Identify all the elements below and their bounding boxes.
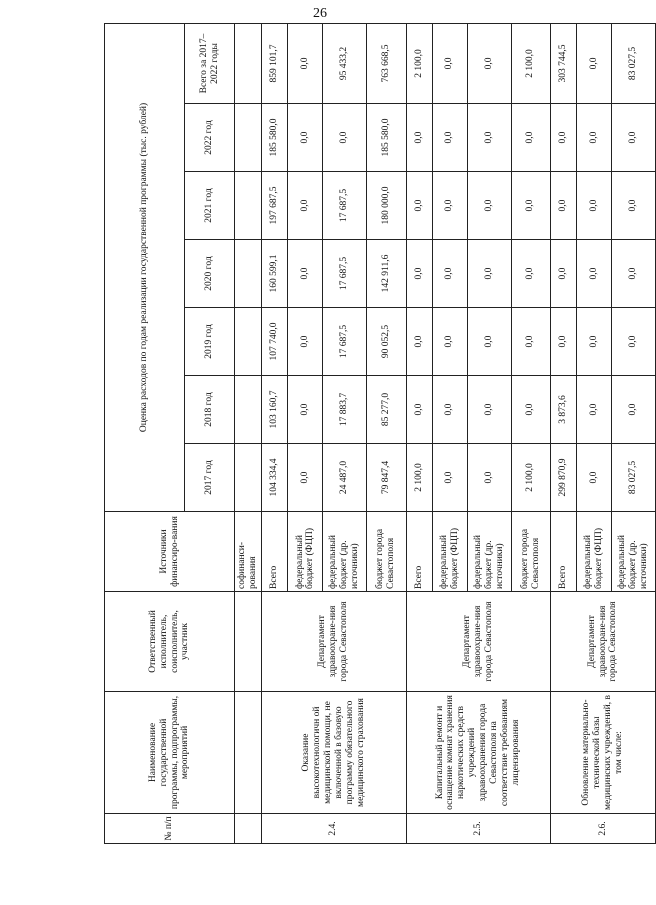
cell-empty: [235, 814, 262, 844]
cell-value: 0,0: [288, 23, 323, 103]
cell-empty: [235, 23, 262, 103]
cell-value: 0,0: [432, 23, 467, 103]
cell-value: 180 000,0: [367, 172, 406, 240]
cell-value: 2 100,0: [511, 444, 550, 512]
cell-value: 0,0: [550, 172, 576, 240]
cell-empty: [235, 692, 262, 814]
cell-value: 0,0: [612, 172, 656, 240]
cell-value: 0,0: [467, 444, 511, 512]
page-number: 26: [313, 6, 327, 21]
cell-source: Всего: [406, 512, 432, 592]
cell-value: 0,0: [577, 104, 612, 172]
cell-value: 0,0: [288, 240, 323, 308]
cell-value: 3 873,6: [550, 376, 576, 444]
cell-value: 0,0: [577, 376, 612, 444]
cell-value: 0,0: [406, 172, 432, 240]
cell-executor: Департамент здравоохране-ния города Севастополя: [262, 592, 406, 692]
cell-value: 0,0: [577, 308, 612, 376]
cell-value: 17 687,5: [323, 308, 367, 376]
cell-source: бюджет города Севастополя: [511, 512, 550, 592]
cell-number: 2.5.: [406, 814, 550, 844]
cell-value: 0,0: [432, 172, 467, 240]
header-name: Наименование государственной программы, подпрограммы, мероприятий: [105, 692, 235, 814]
cell-source: софинанси-рования: [235, 512, 262, 592]
cell-source: федеральный бюджет (ФЦП): [577, 512, 612, 592]
cell-value: 0,0: [432, 240, 467, 308]
cell-value: 17 687,5: [323, 172, 367, 240]
cell-value: 0,0: [511, 308, 550, 376]
table-wrapper: [104, 24, 656, 844]
cell-value: 763 668,5: [367, 23, 406, 103]
cell-value: 0,0: [550, 240, 576, 308]
cell-value: 197 687,5: [262, 172, 288, 240]
cell-value: 0,0: [577, 172, 612, 240]
cell-value: 0,0: [432, 444, 467, 512]
cell-value: 0,0: [432, 376, 467, 444]
cell-source: федеральный бюджет (ФЦП): [432, 512, 467, 592]
cell-empty: [235, 240, 262, 308]
cell-source: Всего: [550, 512, 576, 592]
cell-number: 2.6.: [550, 814, 655, 844]
table-body: [235, 23, 656, 843]
cell-name: Обновление материально-технической базы медицинских учреждений, в том числе:: [550, 692, 655, 814]
cell-source: федеральный бюджет (ФЦП): [288, 512, 323, 592]
cell-value: 0,0: [511, 240, 550, 308]
cell-value: 0,0: [432, 308, 467, 376]
table-row: [262, 23, 288, 843]
header-year: 2021 год: [185, 172, 235, 240]
cell-value: 0,0: [511, 376, 550, 444]
cell-value: 0,0: [467, 104, 511, 172]
cell-value: 103 160,7: [262, 376, 288, 444]
cell-value: 0,0: [577, 240, 612, 308]
cell-source: Всего: [262, 512, 288, 592]
cell-value: 859 101,7: [262, 23, 288, 103]
cell-value: 185 580,0: [367, 104, 406, 172]
cell-value: 160 599,1: [262, 240, 288, 308]
cell-value: 0,0: [467, 376, 511, 444]
cell-executor: Департамент здравоохране-ния города Севастополя: [406, 592, 550, 692]
cell-value: 303 744,5: [550, 23, 576, 103]
cell-value: 0,0: [288, 172, 323, 240]
cell-source: федеральный бюджет (др. источники): [467, 512, 511, 592]
cell-name: Капитальный ремонт и оснащение комнат хранения наркотических средств учреждений здравоохранения города Севастополя на соответствие требованиям лицензирования: [406, 692, 550, 814]
header-year: 2019 год: [185, 308, 235, 376]
header-year: Всего за 2017–2022 годы: [185, 23, 235, 103]
cell-value: 90 052,5: [367, 308, 406, 376]
cell-value: 0,0: [577, 444, 612, 512]
cell-value: 0,0: [406, 240, 432, 308]
cell-value: 2 100,0: [406, 23, 432, 103]
table-row: [406, 23, 432, 843]
cell-value: 0,0: [612, 240, 656, 308]
header-estimate: Оценка расходов по годам реализации государственной программы (тыс. рублей): [105, 23, 185, 511]
cell-value: 17 883,7: [323, 376, 367, 444]
cell-value: 2 100,0: [511, 23, 550, 103]
cell-value: 299 870,9: [550, 444, 576, 512]
cell-empty: [235, 172, 262, 240]
cell-value: 0,0: [550, 104, 576, 172]
cell-value: 0,0: [467, 23, 511, 103]
cell-value: 0,0: [288, 376, 323, 444]
cell-value: 0,0: [432, 104, 467, 172]
cell-source: федеральный бюджет (др. источники): [612, 512, 656, 592]
header-executor: Ответственный исполнитель, соисполнитель, участник: [105, 592, 235, 692]
cell-value: 0,0: [288, 444, 323, 512]
cell-value: 79 847,4: [367, 444, 406, 512]
header-source: Источники финансиро-вания: [105, 512, 235, 592]
cell-value: 95 433,2: [323, 23, 367, 103]
cell-value: 0,0: [288, 308, 323, 376]
cell-value: 0,0: [577, 23, 612, 103]
cell-value: 2 100,0: [406, 444, 432, 512]
cell-empty: [235, 376, 262, 444]
cell-source: бюджет города Севастополя: [367, 512, 406, 592]
cell-value: 0,0: [406, 308, 432, 376]
table-row: [235, 23, 262, 843]
cell-value: 0,0: [467, 308, 511, 376]
cell-empty: [235, 444, 262, 512]
header-year: 2017 год: [185, 444, 235, 512]
cell-source: федеральный бюджет (др. источники): [323, 512, 367, 592]
cell-value: 104 334,4: [262, 444, 288, 512]
cell-value: 0,0: [550, 308, 576, 376]
cell-value: 0,0: [612, 104, 656, 172]
cell-value: 0,0: [612, 308, 656, 376]
cell-value: 0,0: [467, 172, 511, 240]
cell-number: 2.4.: [262, 814, 406, 844]
cell-value: 0,0: [288, 104, 323, 172]
header-year: 2022 год: [185, 104, 235, 172]
cell-value: 142 911,6: [367, 240, 406, 308]
cell-value: 0,0: [511, 172, 550, 240]
cell-value: 83 027,5: [612, 444, 656, 512]
header-year: 2018 год: [185, 376, 235, 444]
cell-empty: [235, 592, 262, 692]
cell-name: Оказание высокотехнологичн ой медицинской помощи, не включенной в базовую программу обязательного медицинского страхования: [262, 692, 406, 814]
cell-value: 0,0: [323, 104, 367, 172]
cell-value: 0,0: [612, 376, 656, 444]
cell-value: 83 027,5: [612, 23, 656, 103]
cell-value: 17 687,5: [323, 240, 367, 308]
header-year: 2020 год: [185, 240, 235, 308]
cell-value: 0,0: [406, 376, 432, 444]
header-no: № п/п: [105, 814, 235, 844]
cell-executor: Департамент здравоохране-ния города Севастополя: [550, 592, 655, 692]
cell-value: 107 740,0: [262, 308, 288, 376]
cell-value: 0,0: [406, 104, 432, 172]
table-row: [550, 23, 576, 843]
cell-value: 185 580,0: [262, 104, 288, 172]
budget-table: [104, 23, 656, 844]
cell-empty: [235, 308, 262, 376]
cell-empty: [235, 104, 262, 172]
cell-value: 85 277,0: [367, 376, 406, 444]
cell-value: 0,0: [467, 240, 511, 308]
cell-value: 0,0: [511, 104, 550, 172]
cell-value: 24 487,0: [323, 444, 367, 512]
rotated-table-area: [104, 24, 656, 844]
